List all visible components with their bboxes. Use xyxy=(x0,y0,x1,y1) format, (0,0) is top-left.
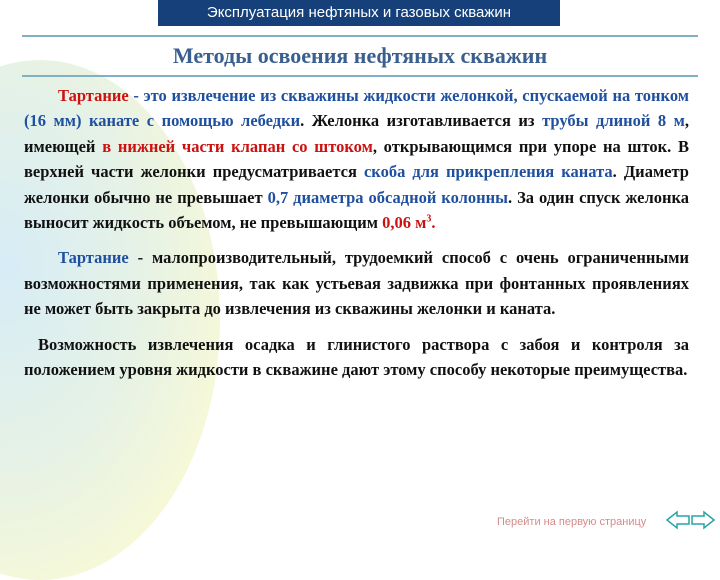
term-highlight: Тартание xyxy=(58,86,129,105)
arrow-left-icon xyxy=(665,510,691,530)
paragraph-2 xyxy=(24,245,689,321)
next-slide-button[interactable] xyxy=(690,510,716,535)
paragraph-1 xyxy=(24,83,689,235)
text-span: , открывающимся при упоре на шток. В верхней части желонки предусматривается xyxy=(24,136,689,182)
text-span: . xyxy=(431,213,436,233)
term-highlight: Тартание xyxy=(58,248,129,268)
text-span: трубы длиной 8 м xyxy=(542,111,685,131)
text-span: - малопроизводительный, трудоемкий способ с очень ограниченными возможностями применения, так как устьевая задвижка при фонтанных проявлениях не может быть закрыта до извлечения из скважины желонки и каната. xyxy=(24,248,689,319)
text-span: . Диаметр желонки обычно не превышает xyxy=(24,162,689,207)
header-divider xyxy=(22,35,698,37)
text-span: 0,7 диаметра обсадной колонны xyxy=(267,187,509,207)
text-span: . Желонка изготавливается из xyxy=(300,111,543,131)
text-span: скоба для прикрепления каната xyxy=(363,162,613,182)
header-title: Эксплуатация нефтяных и газовых скважин xyxy=(158,0,560,26)
superscript: 3 xyxy=(426,213,432,225)
text-span: , имеющей xyxy=(24,111,689,156)
text-span: желонкой, спускаемой на тонком (16 мм) канате с помощью лебедки xyxy=(24,86,689,131)
text-span: в нижней части клапан со штоком xyxy=(102,136,373,156)
arrow-right-icon xyxy=(690,510,716,530)
text-span: - это извлечение из скважины жидкости xyxy=(128,86,441,105)
text-span: . За один спуск желонка выносит жидкость объемом, не превышающим xyxy=(24,187,690,233)
paragraph-3: Возможность извлечения осадка и глинистого раствора с забоя и контроля за положением уровня жидкости в скважине дают этому способу некоторые преимущества. xyxy=(24,334,689,380)
prev-slide-button[interactable] xyxy=(665,510,691,535)
text-span: 0,06 м xyxy=(382,213,427,233)
slide-content xyxy=(24,83,689,392)
title-divider xyxy=(22,75,698,77)
page-title: Методы освоения нефтяных скважин xyxy=(172,43,548,68)
first-page-link[interactable]: Перейти на первую страницу xyxy=(497,516,647,528)
